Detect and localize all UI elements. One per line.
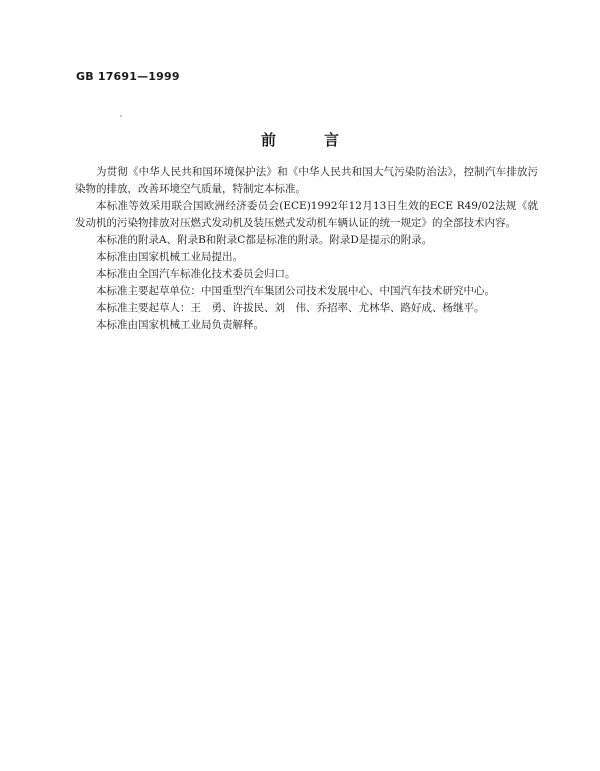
page-heading: 前言 — [260, 131, 387, 149]
scan-speck — [120, 115, 122, 117]
paragraph-interpretation: 本标准由国家机械工业局负责解释。 — [96, 319, 264, 331]
paragraph-committee: 本标准由全国汽车标准化技术委员会归口。 — [96, 268, 296, 280]
paragraph-proposer: 本标准由国家机械工业局提出。 — [96, 251, 243, 263]
paragraph-purpose: 为贯彻《中华人民共和国环境保护法》和《中华人民共和国大气污染防治法》，控制汽车排放污染物的排放，改善环境空气质量，特制定本标准。 — [75, 166, 538, 195]
document-body — [75, 164, 538, 334]
paragraph-drafters: 本标准主要起草人：王 勇、许拔民、刘 伟、乔招率、尤林华、路好成、杨继平。 — [96, 302, 485, 314]
standard-number: GB 17691—1999 — [76, 70, 180, 83]
paragraph-appendices: 本标准的附录A、附录B和附录C都是标准的附录。附录D是提示的附录。 — [96, 234, 433, 246]
paragraph-equivalence: 本标准等效采用联合国欧洲经济委员会(ECE)1992年12月13日生效的ECE R49/02法规《就发动机的污染物排放对压燃式发动机及装压燃式发动机车辆认证的统一规定》的全部技术内容。 — [75, 200, 538, 229]
paragraph-drafting-units: 本标准主要起草单位：中国重型汽车集团公司技术发展中心、中国汽车技术研究中心。 — [96, 285, 495, 297]
